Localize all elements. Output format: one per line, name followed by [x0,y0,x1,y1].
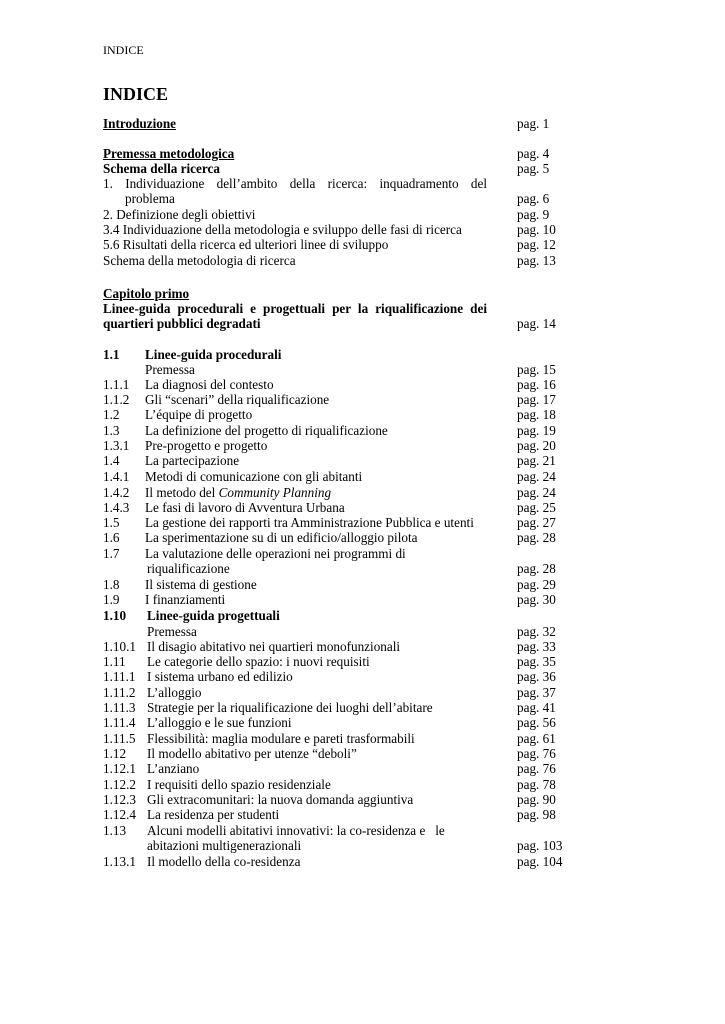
toc-entry-number: 1.11.3 [103,700,136,715]
toc-entry-page: pag. 78 [517,777,556,792]
toc-entry-title: La partecipazione [145,453,240,468]
toc-entry [103,407,563,422]
section-title: Linee-guida procedurali [145,347,282,362]
toc-entry-page: pag. 90 [517,792,556,807]
toc-entry-number: 1.3.1 [103,438,130,453]
toc-entry-page: pag. 30 [517,592,556,607]
toc-entry-title: I sistema urbano ed edilizio [147,669,293,684]
toc-entry-title: La definizione del progetto di riqualificazione [145,423,388,438]
toc-entry-number: 1.12.1 [103,761,136,776]
toc-entry-page: pag. 27 [517,515,556,530]
toc-entry [103,253,563,268]
toc-entry-page: pag. 98 [517,807,556,822]
toc-entry [103,222,563,237]
toc-entry-page: pag. 24 [517,485,556,500]
toc-entry-page: pag. 32 [517,624,556,639]
toc-entry [103,700,563,715]
toc-entry-title: Il modello abitativo per utenze “deboli” [147,746,357,761]
toc-entry-page: pag. 15 [517,362,556,377]
toc-entry-title: Il modello della co-residenza [147,854,301,869]
toc-entry [103,746,563,761]
toc-entry-title: 1. Individuazione dell’ambito della ricerca: inquadramento del [103,176,487,191]
toc-entry [103,792,563,807]
toc-entry [103,176,563,206]
toc-entry-number: 1.12.3 [103,792,136,807]
toc-entry-number: 1.9 [103,592,120,607]
toc-entry-title: Introduzione [103,116,177,131]
toc-entry [103,392,563,407]
toc-entry-page: pag. 28 [517,530,556,545]
toc-entry-number: 1.3 [103,423,120,438]
toc-entry-title: Metodi di comunicazione con gli abitanti [145,469,363,484]
toc-entry [103,639,563,654]
toc-entry [103,807,563,822]
toc-entry-page: pag. 5 [517,161,550,176]
section-number: 1.1 [103,347,120,362]
toc-entry-title: Le fasi di lavoro di Avventura Urbana [145,500,345,515]
toc-entry-number: 1.4.1 [103,469,130,484]
toc-entry-title: L’anziano [147,761,200,776]
toc-entry-number: 1.11.1 [103,669,136,684]
toc-entry-title: L’équipe di progetto [145,407,253,422]
toc-entry-number: 1.4.3 [103,500,130,515]
toc-entry [103,515,563,530]
toc-entry [103,731,563,746]
toc-entry-title: Alcuni modelli abitativi innovativi: la co-residenza e le [147,823,445,838]
toc-entry-number: 1.12.4 [103,807,136,822]
toc-entry [103,116,563,131]
toc-entry [103,207,563,222]
toc-entry [103,624,563,639]
toc-entry-page: pag. 13 [517,253,556,268]
toc-entry-page: pag. 33 [517,639,556,654]
chapter-label: Capitolo primo [103,286,190,301]
toc-entry-page: pag. 103 [517,838,563,853]
toc-entry-title: Schema della metodologia di ricerca [103,253,296,268]
toc-entry-title: I finanziamenti [145,592,226,607]
toc-entry-page: pag. 6 [517,191,550,206]
section-heading [103,347,563,362]
toc-entry-title-continued: riqualificazione [147,561,230,576]
toc-entry [103,362,563,377]
toc-entry-page: pag. 41 [517,700,556,715]
toc-entry [103,485,563,500]
toc-entry [103,577,563,592]
toc-entry-title: Schema della ricerca [103,161,220,176]
toc-entry-page: pag. 9 [517,207,550,222]
page-title: INDICE [103,84,169,104]
toc-entry [103,500,563,515]
toc-entry-page: pag. 76 [517,761,556,776]
toc-entry-title-continued: abitazioni multigenerazionali [147,838,302,853]
toc-entry [103,715,563,730]
toc-entry-title [145,485,331,500]
toc-entry-title-text: Il metodo del [145,485,219,500]
toc-entry-title: Il disagio abitativo nei quartieri monofunzionali [147,639,401,654]
toc-entry-number: 1.13 [103,823,127,838]
toc-entry [103,592,563,607]
toc-entry-page: pag. 4 [517,146,550,161]
toc-entry-title: Strategie per la riqualificazione dei luoghi dell’abitare [147,700,433,715]
toc-entry [103,377,563,392]
toc-entry-title: L’alloggio [147,685,202,700]
toc-entry-number: 1.13.1 [103,854,136,869]
toc-entry-number: 1.12 [103,746,127,761]
toc-entry-title: 5.6 Risultati della ricerca ed ulteriori linee di sviluppo [103,237,389,252]
toc-entry [103,161,563,176]
toc-entry-title: Gli extracomunitari: la nuova domanda aggiuntiva [147,792,414,807]
toc-entry-page: pag. 18 [517,407,556,422]
toc-entry-page: pag. 21 [517,453,556,468]
toc-entry-page: pag. 16 [517,377,556,392]
toc-entry-number: 1.4.2 [103,485,130,500]
toc-entry [103,854,563,869]
chapter-heading [103,286,563,301]
toc-entry-title: Premessa [147,624,197,639]
toc-entry-title: 3.4 Individuazione della metodologia e sviluppo delle fasi di ricerca [103,222,462,237]
toc-entry-number: 1.11.2 [103,685,136,700]
toc-entry [103,237,563,252]
toc-entry [103,654,563,669]
toc-entry-page: pag. 10 [517,222,556,237]
toc-entry-page: pag. 24 [517,469,556,484]
toc-entry-title: La residenza per studenti [147,807,280,822]
toc-entry-number: 1.4 [103,453,120,468]
toc-entry-title: Le categorie dello spazio: i nuovi requisiti [147,654,370,669]
toc-entry-number: 1.11 [103,654,126,669]
toc-entry [103,146,563,161]
toc-entry [103,469,563,484]
toc-entry [103,546,563,576]
toc-entry-number: 1.2 [103,407,120,422]
toc-entry [103,530,563,545]
toc-entry-title: Gli “scenari” della riqualificazione [145,392,330,407]
toc-entry-page: pag. 28 [517,561,556,576]
toc-entry-title: Pre-progetto e progetto [145,438,268,453]
toc-entry-title: Flessibilità: maglia modulare e pareti trasformabili [147,731,415,746]
running-header: INDICE [103,43,144,57]
toc-entry-title: La diagnosi del contesto [145,377,274,392]
toc-entry-number: 1.1.2 [103,392,130,407]
chapter-title-continued: quartieri pubblici degradati [103,316,261,331]
toc-entry-page: pag. 25 [517,500,556,515]
toc-entry-page: pag. 19 [517,423,556,438]
toc-entry-title-continued: problema [125,191,175,206]
toc-entry-title-italic: Community Planning [218,485,332,500]
toc-entry-title: Premessa [145,362,195,377]
toc-entry-page: pag. 56 [517,715,556,730]
toc-entry-title: Il sistema di gestione [145,577,257,592]
toc-entry-number: 1.10.1 [103,639,136,654]
toc-entry-number: 1.8 [103,577,120,592]
toc-entry-page: pag. 35 [517,654,556,669]
toc-entry-page: pag. 12 [517,237,556,252]
toc-entry-page: pag. 61 [517,731,556,746]
toc-entry [103,777,563,792]
toc-entry-number: 1.7 [103,546,120,561]
section-heading [103,608,563,623]
toc-entry-page: pag. 29 [517,577,556,592]
toc-entry-page: pag. 14 [517,316,556,331]
toc-entry-title: La gestione dei rapporti tra Amministrazione Pubblica e utenti [145,515,474,530]
toc-entry-title: L’alloggio e le sue funzioni [147,715,292,730]
toc-entry-page: pag. 76 [517,746,556,761]
toc-entry-page: pag. 37 [517,685,556,700]
toc-entry [103,423,563,438]
toc-entry-title: Premessa metodologica [103,146,235,161]
toc-entry-number: 1.1.1 [103,377,130,392]
toc-entry-page: pag. 17 [517,392,556,407]
toc-entry-page: pag. 36 [517,669,556,684]
toc-entry [103,685,563,700]
toc-entry [103,761,563,776]
toc-entry-number: 1.12.2 [103,777,136,792]
section-number: 1.10 [103,608,127,623]
toc-entry-number: 1.11.5 [103,731,136,746]
section-title: Linee-guida progettuali [147,608,280,623]
toc-entry [103,669,563,684]
toc-entry [103,438,563,453]
toc-entry-page: pag. 1 [517,116,550,131]
toc-entry-page: pag. 20 [517,438,556,453]
toc-entry-number: 1.6 [103,530,120,545]
toc-entry-title: La sperimentazione su di un edificio/alloggio pilota [145,530,418,545]
toc-entry-title: La valutazione delle operazioni nei programmi di [145,546,406,561]
toc-entry-title: I requisiti dello spazio residenziale [147,777,331,792]
toc-entry [103,301,563,331]
chapter-title: Linee-guida procedurali e progettuali per la riqualificazione dei [103,301,487,316]
toc-entry-page: pag. 104 [517,854,563,869]
toc-entry [103,823,563,853]
toc-entry-number: 1.11.4 [103,715,136,730]
toc-entry [103,453,563,468]
toc-entry-title: 2. Definizione degli obiettivi [103,207,256,222]
toc-entry-number: 1.5 [103,515,120,530]
